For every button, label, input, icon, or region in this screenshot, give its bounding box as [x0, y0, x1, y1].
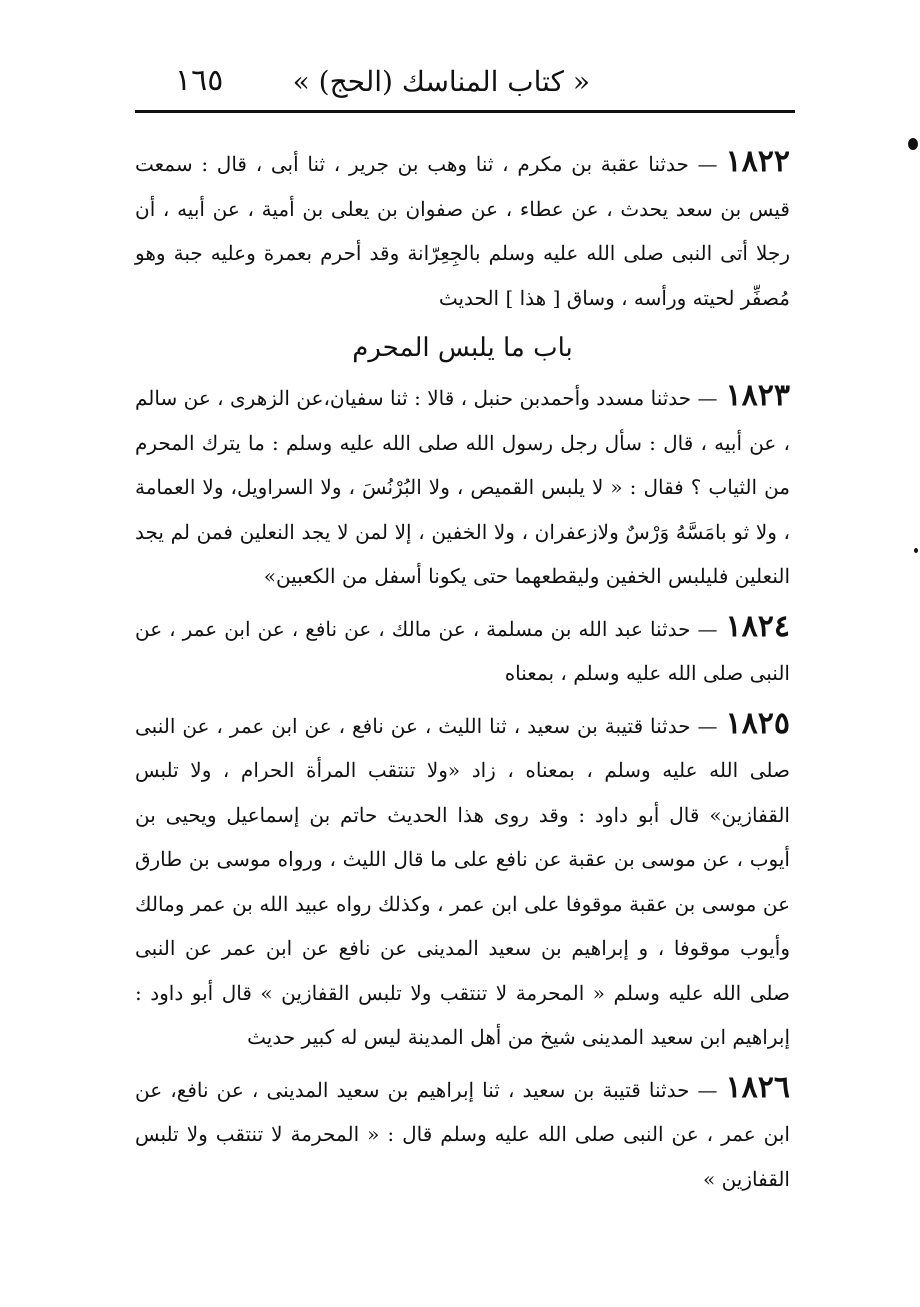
header-rule	[135, 110, 795, 113]
hadith-1825	[135, 702, 790, 1060]
scan-speck	[908, 138, 918, 150]
scan-speck	[914, 548, 918, 553]
hadith-number: ١٨٢٢	[725, 144, 790, 179]
hadith-text: — حدثنا عبد الله بن مسلمة ، عن مالك ، عن نافع ، عن ابن عمر ، عن النبى صلى الله عليه وسلم ، بمعناه	[135, 616, 790, 685]
hadith-text: — حدثنا قتيبة بن سعيد ، ثنا الليث ، عن نافع ، عن ابن عمر ، عن النبى صلى الله عليه وسلم ، بمعناه ، زاد «ولا تنتقب المرأة الحرام ، ولا تلبس القفازين» قال أبو داود : وقد روى هذا الحديث حاتم بن إسماعيل ويحيى بن أيوب ، عن موسى بن عقبة عن نافع على ما قال الليث ، ورواه موسى بن طارق عن موسى بن عقبة موقوفا على ابن عمر ، وكذلك رواه عبيد الله بن عمر ومالك وأيوب موقوفا ، و إبراهيم بن سعيد المدينى عن نافع عن ابن عمر عن النبى صلى الله عليه وسلم « المحرمة لا تنتقب ولا تلبس القفازين » قال أبو داود : إبراهيم ابن سعيد المدينى شيخ من أهل المدينة ليس له كبير حديث	[135, 713, 790, 1049]
hadith-text: — حدثنا قتيبة بن سعيد ، ثنا إبراهيم بن سعيد المدينى ، عن نافع، عن ابن عمر ، عن النبى صلى الله عليه وسلم قال : « المحرمة لا تنتقب ولا تلبس القفازين »	[135, 1077, 790, 1191]
hadith-number: ١٨٢٣	[725, 378, 790, 413]
page-header	[135, 60, 795, 110]
hadith-number: ١٨٢٦	[725, 1069, 790, 1105]
hadith-text: — حدثنا عقبة بن مكرم ، ثنا وهب بن جرير ، ثنا أبى ، قال : سمعت قيس بن سعد يحدث ، عن عطاء ، عن صفوان بن يعلى بن أمية ، عن أبيه ، أن رجلا أتى النبى صلى الله عليه وسلم بالجِعِرّانة وقد أحرم بعمرة وعليه جبة وهو مُصفِّر لحيته ورأسه ، وساق [ هذا ] الحديث	[135, 152, 790, 310]
hadith-1823	[135, 374, 790, 599]
hadith-text: — حدثنا مسدد وأحمدبن حنبل ، قالا : ثنا سفيان،عن الزهرى ، عن سالم ، عن أبيه ، قال : سأل رجل رسول الله صلى الله عليه وسلم : ما يترك المحرم من الثياب ؟ فقال : « لا يلبس القميص ، ولا البُرْنُسَ ، ولا السراويل، ولا العمامة ، ولا ثو بامَسَّهُ وَرْسٌ ولازعفران ، ولا الخفين ، إلا لمن لا يجد النعلين فمن لم يجد النعلين فليلبس الخفين وليقطعهما حتى يكونا أسفل من الكعبين»	[135, 386, 790, 588]
running-title: « كتاب المناسك (الحج) »	[292, 65, 590, 98]
chapter-heading: باب ما يلبس المحرم	[352, 333, 573, 363]
page-number: ١٦٥	[175, 63, 224, 98]
page-body	[135, 140, 790, 1207]
hadith-1822	[135, 140, 790, 320]
hadith-number: ١٨٢٤	[725, 608, 790, 644]
hadith-1824	[135, 605, 790, 696]
hadith-1826	[135, 1066, 790, 1202]
hadith-number: ١٨٢٥	[725, 705, 790, 741]
